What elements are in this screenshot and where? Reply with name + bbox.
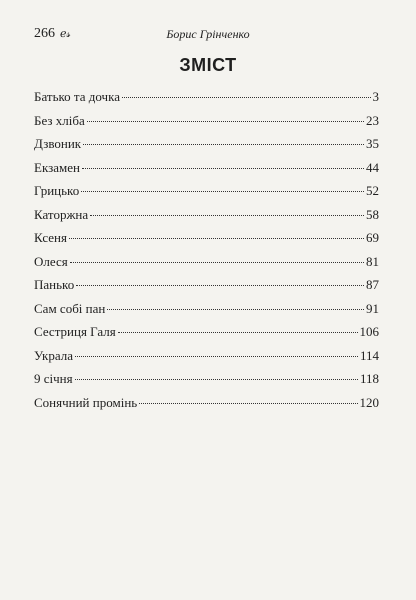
toc-leader-dots (139, 403, 357, 404)
toc-leader-dots (90, 215, 364, 216)
toc-leader-dots (122, 97, 371, 98)
toc-entry (34, 324, 379, 348)
toc-leader-dots (82, 168, 364, 169)
toc-entry (34, 136, 379, 160)
table-of-contents (34, 89, 379, 418)
toc-entry (34, 348, 379, 372)
toc-entry-title: Батько та дочка (34, 89, 120, 104)
toc-leader-dots (69, 238, 364, 239)
toc-entry (34, 183, 379, 207)
toc-entry (34, 277, 379, 301)
toc-entry (34, 371, 379, 395)
toc-entry (34, 160, 379, 184)
toc-entry (34, 301, 379, 325)
toc-entry (34, 89, 379, 113)
toc-entry-title: Без хліба (34, 112, 85, 128)
toc-entry-page: 120 (359, 394, 379, 410)
toc-entry-page: 118 (359, 371, 379, 386)
toc-entry (34, 395, 379, 419)
toc-entry-title: Дзвоник (34, 136, 82, 151)
toc-leader-dots (76, 285, 364, 286)
toc-entry-title: 9 січня (34, 371, 73, 386)
toc-leader-dots (75, 356, 358, 357)
ornament-icon: ℯ𝓈 (60, 28, 71, 40)
toc-entry-page: 3 (372, 89, 379, 104)
toc-entry-title: Ксеня (34, 230, 67, 245)
toc-entry-title: Сонячний промінь (34, 394, 138, 410)
toc-leader-dots (70, 262, 364, 263)
toc-entry-title: Олеся (34, 253, 68, 269)
toc-leader-dots (118, 332, 358, 333)
toc-leader-dots (83, 144, 364, 145)
toc-entry-title: Грицько (34, 183, 80, 198)
toc-entry-page: 35 (366, 136, 379, 151)
toc-entry-title: Каторжна (34, 206, 89, 222)
toc-entry-page: 23 (366, 112, 379, 128)
toc-entry (34, 230, 379, 254)
toc-entry-title: Украла (34, 347, 74, 363)
toc-entry (34, 113, 379, 137)
running-title: Борис Грінченко (166, 27, 250, 41)
toc-entry-title: Сестриця Галя (34, 324, 116, 339)
toc-leader-dots (87, 121, 364, 122)
toc-entry-page: 44 (366, 159, 379, 175)
toc-entry (34, 254, 379, 278)
page-number: 266 (34, 26, 55, 41)
toc-entry-page: 58 (366, 206, 379, 222)
page-title: ЗМІСТ (179, 55, 237, 75)
toc-leader-dots (81, 191, 364, 192)
toc-entry-page: 52 (366, 183, 379, 198)
toc-entry-title: Панько (34, 277, 75, 292)
toc-entry-title: Екзамен (34, 159, 80, 175)
toc-entry-page: 114 (359, 347, 379, 363)
toc-leader-dots (75, 379, 358, 380)
toc-entry-page: 106 (359, 324, 379, 339)
toc-leader-dots (107, 309, 364, 310)
toc-entry-page: 69 (366, 230, 379, 245)
toc-entry-page: 81 (366, 253, 379, 269)
toc-entry-page: 91 (366, 300, 379, 316)
toc-entry-page: 87 (366, 277, 379, 292)
toc-entry (34, 207, 379, 231)
toc-entry-title: Сам собі пан (34, 300, 106, 316)
page-header (34, 26, 382, 44)
